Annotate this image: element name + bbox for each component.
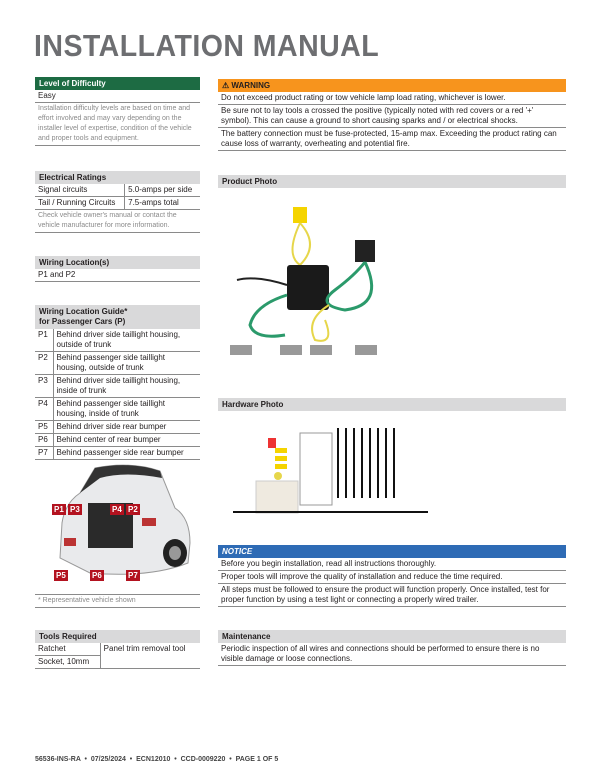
warning-item: The battery connection must be fuse-protected, 15-amp max. Exceeding the product rating can cause loss of warranty, overheating and potential fire. [218,128,566,151]
warning-item: Be sure not to lay tools a crossed the positive (typically noted with red covers or a red '+' symbol). This can cause a ground to short causing sparks and / or electrical shocks. [218,105,566,128]
table-row [35,398,200,421]
difficulty-description: Installation difficulty levels are based on time and effort involved and may vary depending on the installer level of expertise, condition of the vehicle and proper tools and equipment. [35,103,200,146]
warning-section [218,79,566,151]
wiring-location-value: P1 and P2 [35,269,200,282]
product-photo-header: Product Photo [218,175,566,188]
difficulty-header: Level of Difficulty [35,77,200,90]
location-code: P1 [35,329,53,352]
rating-value: 5.0-amps per side [125,184,200,197]
table-row [35,329,200,352]
difficulty-section [35,77,200,146]
maintenance-header: Maintenance [218,630,566,643]
table-row [35,352,200,375]
notice-header: NOTICE [218,545,566,558]
location-description: Behind passenger side rear bumper [53,447,200,460]
table-row [35,421,200,434]
table-row [35,375,200,398]
electrical-section [35,171,200,233]
table-row [35,447,200,460]
car-location-label: P2 [128,505,138,514]
car-location-label: P4 [112,505,122,514]
location-description: Behind passenger side taillight housing, outside of trunk [53,352,200,375]
page-title: INSTALLATION MANUAL [34,28,380,63]
location-description: Behind driver side taillight housing, inside of trunk [53,375,200,398]
location-code: P7 [35,447,53,460]
product-photo [225,195,415,380]
location-code: P2 [35,352,53,375]
location-code: P5 [35,421,53,434]
location-description: Behind center of rear bumper [53,434,200,447]
location-description: Behind driver side rear bumper [53,421,200,434]
table-row [35,434,200,447]
guide-header: Wiring Location Guide* [39,307,128,316]
tool-item: Panel trim removal tool [100,643,200,669]
car-location-label: P3 [70,505,80,514]
tools-section [35,630,200,669]
guide-subheader: for Passenger Cars (P) [39,317,126,326]
tool-item: Ratchet [35,643,100,656]
maintenance-section [218,630,566,666]
location-description: Behind driver side taillight housing, outside of trunk [53,329,200,352]
tools-header: Tools Required [35,630,200,643]
notice-item: Before you begin installation, read all instructions thoroughly. [218,558,566,571]
footer: 56536-INS-RA • 07/25/2024 • ECN12010 • CCD-0009220 • PAGE 1 OF 5 [35,756,279,763]
rating-label: Tail / Running Circuits [35,197,125,210]
location-description: Behind passenger side taillight housing, inside of trunk [53,398,200,421]
notice-section [218,545,566,607]
warning-icon: ⚠ [222,81,230,90]
warning-header: WARNING [231,81,271,90]
hardware-photo-header: Hardware Photo [218,398,566,411]
warning-item: Do not exceed product rating or tow vehicle lamp load rating, whichever is lower. [218,92,566,105]
maintenance-text: Periodic inspection of all wires and connections should be performed to ensure there is no visible damage or loose connections. [218,643,566,666]
table-row [35,184,200,197]
rating-value: 7.5-amps total [125,197,200,210]
wiring-location-section [35,256,200,282]
location-code: P4 [35,398,53,421]
electrical-header: Electrical Ratings [35,171,200,184]
hardware-photo [228,418,438,518]
location-code: P6 [35,434,53,447]
notice-item: Proper tools will improve the quality of installation and reduce the time required. [218,571,566,584]
tool-item: Socket, 10mm [35,656,100,669]
difficulty-level: Easy [35,90,200,103]
guide-section [35,305,200,460]
car-location-label: P6 [92,571,102,580]
rating-label: Signal circuits [35,184,125,197]
electrical-note: Check vehicle owner's manual or contact the vehicle manufacturer for more information. [35,210,200,233]
vehicle-note: * Representative vehicle shown [35,595,200,608]
location-code: P3 [35,375,53,398]
car-location-label: P7 [128,571,138,580]
wiring-location-header: Wiring Location(s) [35,256,200,269]
car-location-label: P5 [56,571,66,580]
vehicle-image [50,463,200,588]
notice-item: All steps must be followed to ensure the product will function properly. Once installed, test for proper function by using a test light or connecting a properly wired trailer. [218,584,566,607]
car-location-label: P1 [54,505,64,514]
table-row [35,197,200,210]
